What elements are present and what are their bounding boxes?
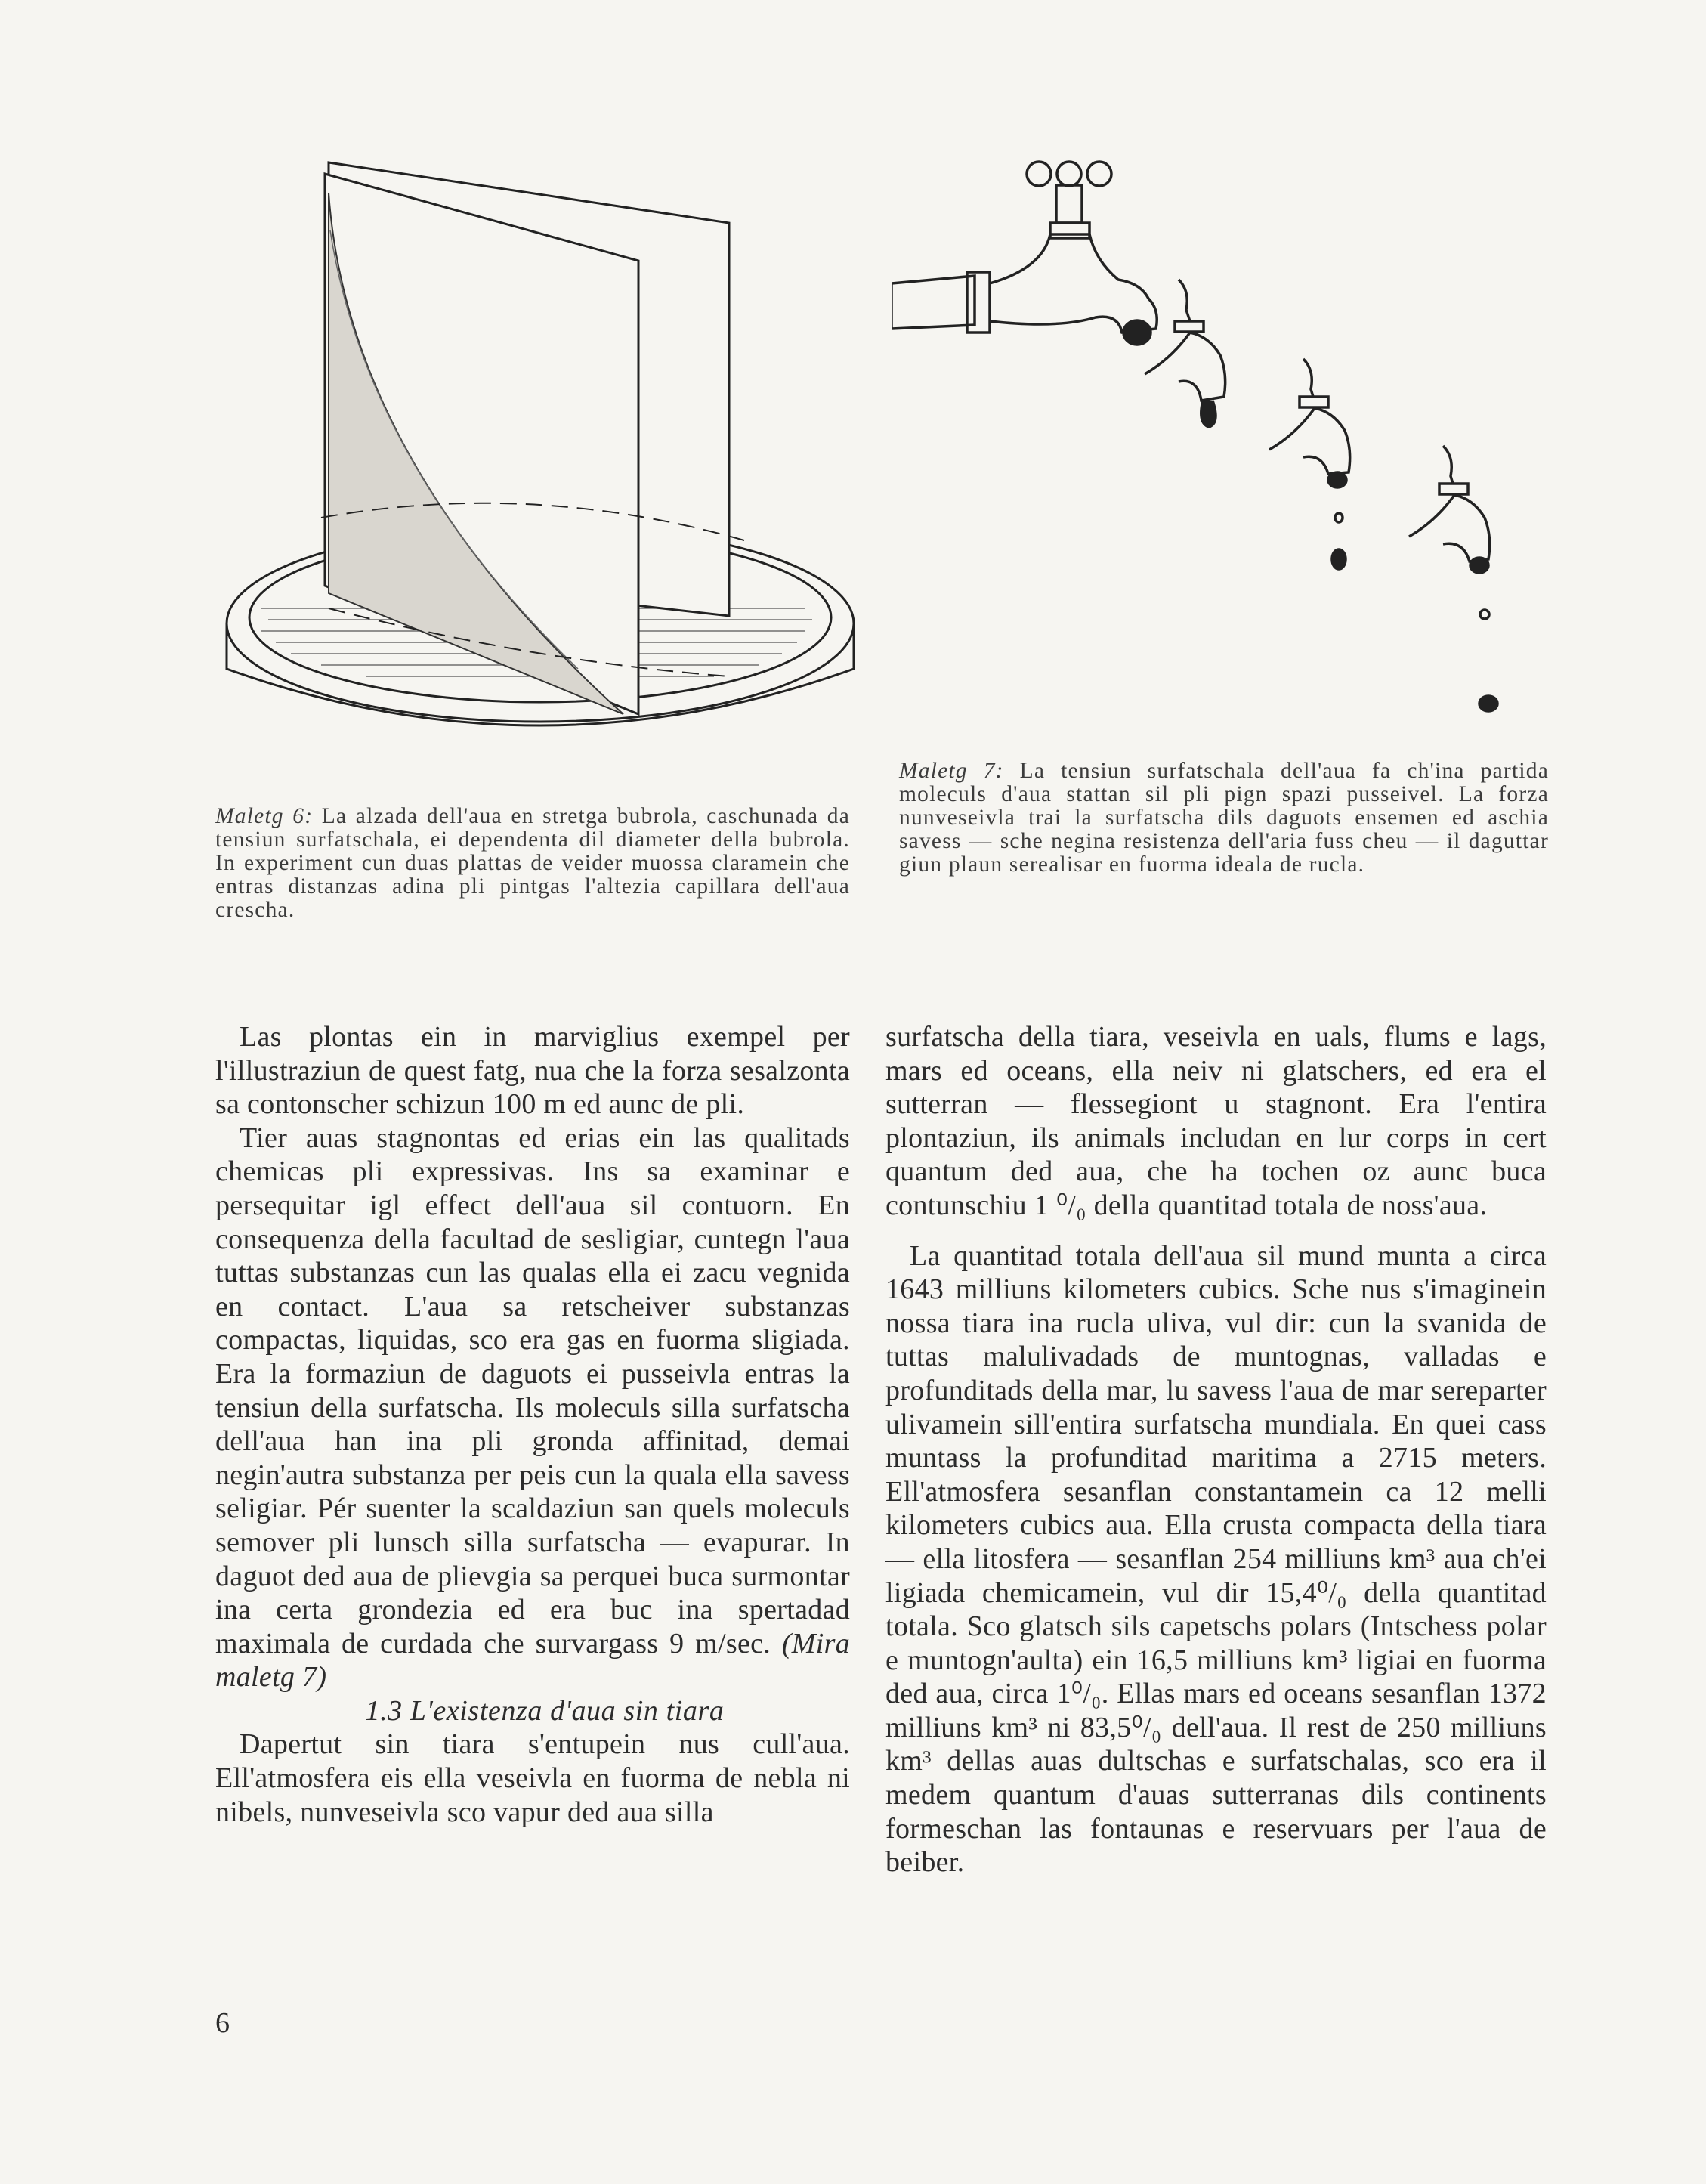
paragraph-text: Tier auas stagnontas ed erias ein las qualitads chemicas pli expressivas. Ins sa examinar e persequitar igl effect dell'aua sil contuorn. En consequenza della facultad de sesligiar, cuntegn l'aua tuttas substanzas cun las qualas ella ei zacu vegnida en contact. L'aua sa retscheiver substanzas compactas, liquidas, sco era gas en fuorma sligiada. Era la formaziun de daguots ei pusseivla entras la tensiun della surfatscha. Ils moleculs silla surfatscha dell'aua han ina pli gronda affinitad, demai negin'autra substanza per peis cun la quala ella savess seligiar. Pér suenter la scaldaziun san quels moleculs semover pli lunsch silla surfatscha — evapurar. In daguot ded aua de plievgia sa perquei buca surmontar ina certa grondezia ed era buc ina spertadad maximala de curdada che survargass 9 m/sec. — [215, 1121, 850, 1660]
faucet-large — [892, 162, 1157, 345]
capillary-plates-illustration — [215, 147, 880, 812]
faucet-droplets-illustration — [892, 147, 1556, 737]
section-heading: 1.3 L'existenza d'aua sin tiara — [365, 1694, 725, 1727]
figure-6-label: Maletg 6: — [215, 804, 314, 828]
paragraph: surfatscha della tiara, veseivla en uals, flums e lags, mars ed oceans, ella neiv ni glatschers, ed era el sutterran — flessegiont u stagnont. Era l'entira plontaziun, ils animals includan en lur corps in cert quantum ded aua, che ha tochen oz aunc buca contunschiu 1 ⁰/₀ della quantitad totala de noss'aua. — [885, 1021, 1547, 1221]
figure-7-caption — [899, 759, 1549, 877]
left-text-column — [215, 1020, 850, 1829]
paragraph: Dapertut sin tiara s'entupein nus cull'aua. Ell'atmosfera eis ella veseivla en fuorma de nebla ni nibels, nunveseivla sco vapur ded aua silla — [215, 1728, 850, 1828]
figure-6-caption — [215, 805, 850, 922]
paragraph: Las plontas ein in marviglius exempel per l'illustraziun de quest fatg, nua che la forza sesalzonta sa contonscher schizun 100 m ed aunc de pli. — [215, 1021, 850, 1121]
figure-7-text: La tensiun surfatschala dell'aua fa ch'ina partida moleculs d'aua stattan sil pli pign spazi pusseivel. La forza nunveseivla trai la surfatscha dils daguots ensemen ed aschia savess — sche negina resistenza dell'aria fuss cheu — il daguttar giun plaun serealisar en fuorma ideala de rucla. — [899, 759, 1549, 877]
paragraph: La quantitad totala dell'aua sil mund munta a circa 1643 milliuns kilometers cubics. Sche nus s'imaginein nossa tiara ina rucla uliva, vul dir: cun la svanida de tuttas malulivadads de muntognas, valladas e profunditads della mar, lu savess l'aua de mar sereparter ulivamein sill'entira surfatscha mundiala. En quei cass muntass la profunditad maritima a 2715 meters. Ell'atmosfera sesanflan constantamein ca 12 melli kilometers cubics aua. Ella crusta compacta della tiara — ella litosfera — sesanflan 254 milliuns km³ aua ch'ei ligiada chemicamein, vul dir 15,4⁰/₀ della quantitad totala. Sco glatsch sils capetschs polars (Intschess polar e muntogn'aulta) ein 16,5 milliuns km³ ligiai en fuorma ded aua, circa 1⁰/₀. Ellas mars ed oceans sesanflan 1372 milliuns km³ ni 83,5⁰/₀ dell'aua. Il rest de 250 milliuns km³ dellas auas dultschas e surfatschalas, sco era il medem quantum d'auas sutterranas dils continents formeschan las fontaunas e reservuars per l'aua de beiber. — [885, 1239, 1547, 1879]
faucet-3 — [1269, 359, 1350, 569]
page-number: 6 — [215, 2007, 230, 2039]
figure-7-label: Maletg 7: — [899, 759, 1004, 783]
faucet-4 — [1409, 446, 1497, 711]
faucet-2 — [1145, 280, 1225, 427]
figure-reference: (Mira maletg 7) — [215, 1627, 850, 1694]
figure-6-text: La alzada dell'aua en stretga bubrola, caschunada da tensiun surfatschala, ei dependenta dil diameter della bubrola. In experiment cun duas plattas de veider muossa claramein che entras distanzas adina pli pintgas l'altezia capillara dell'aua crescha. — [215, 804, 851, 922]
paragraph — [215, 1121, 850, 1694]
right-text-column — [885, 1020, 1547, 1879]
